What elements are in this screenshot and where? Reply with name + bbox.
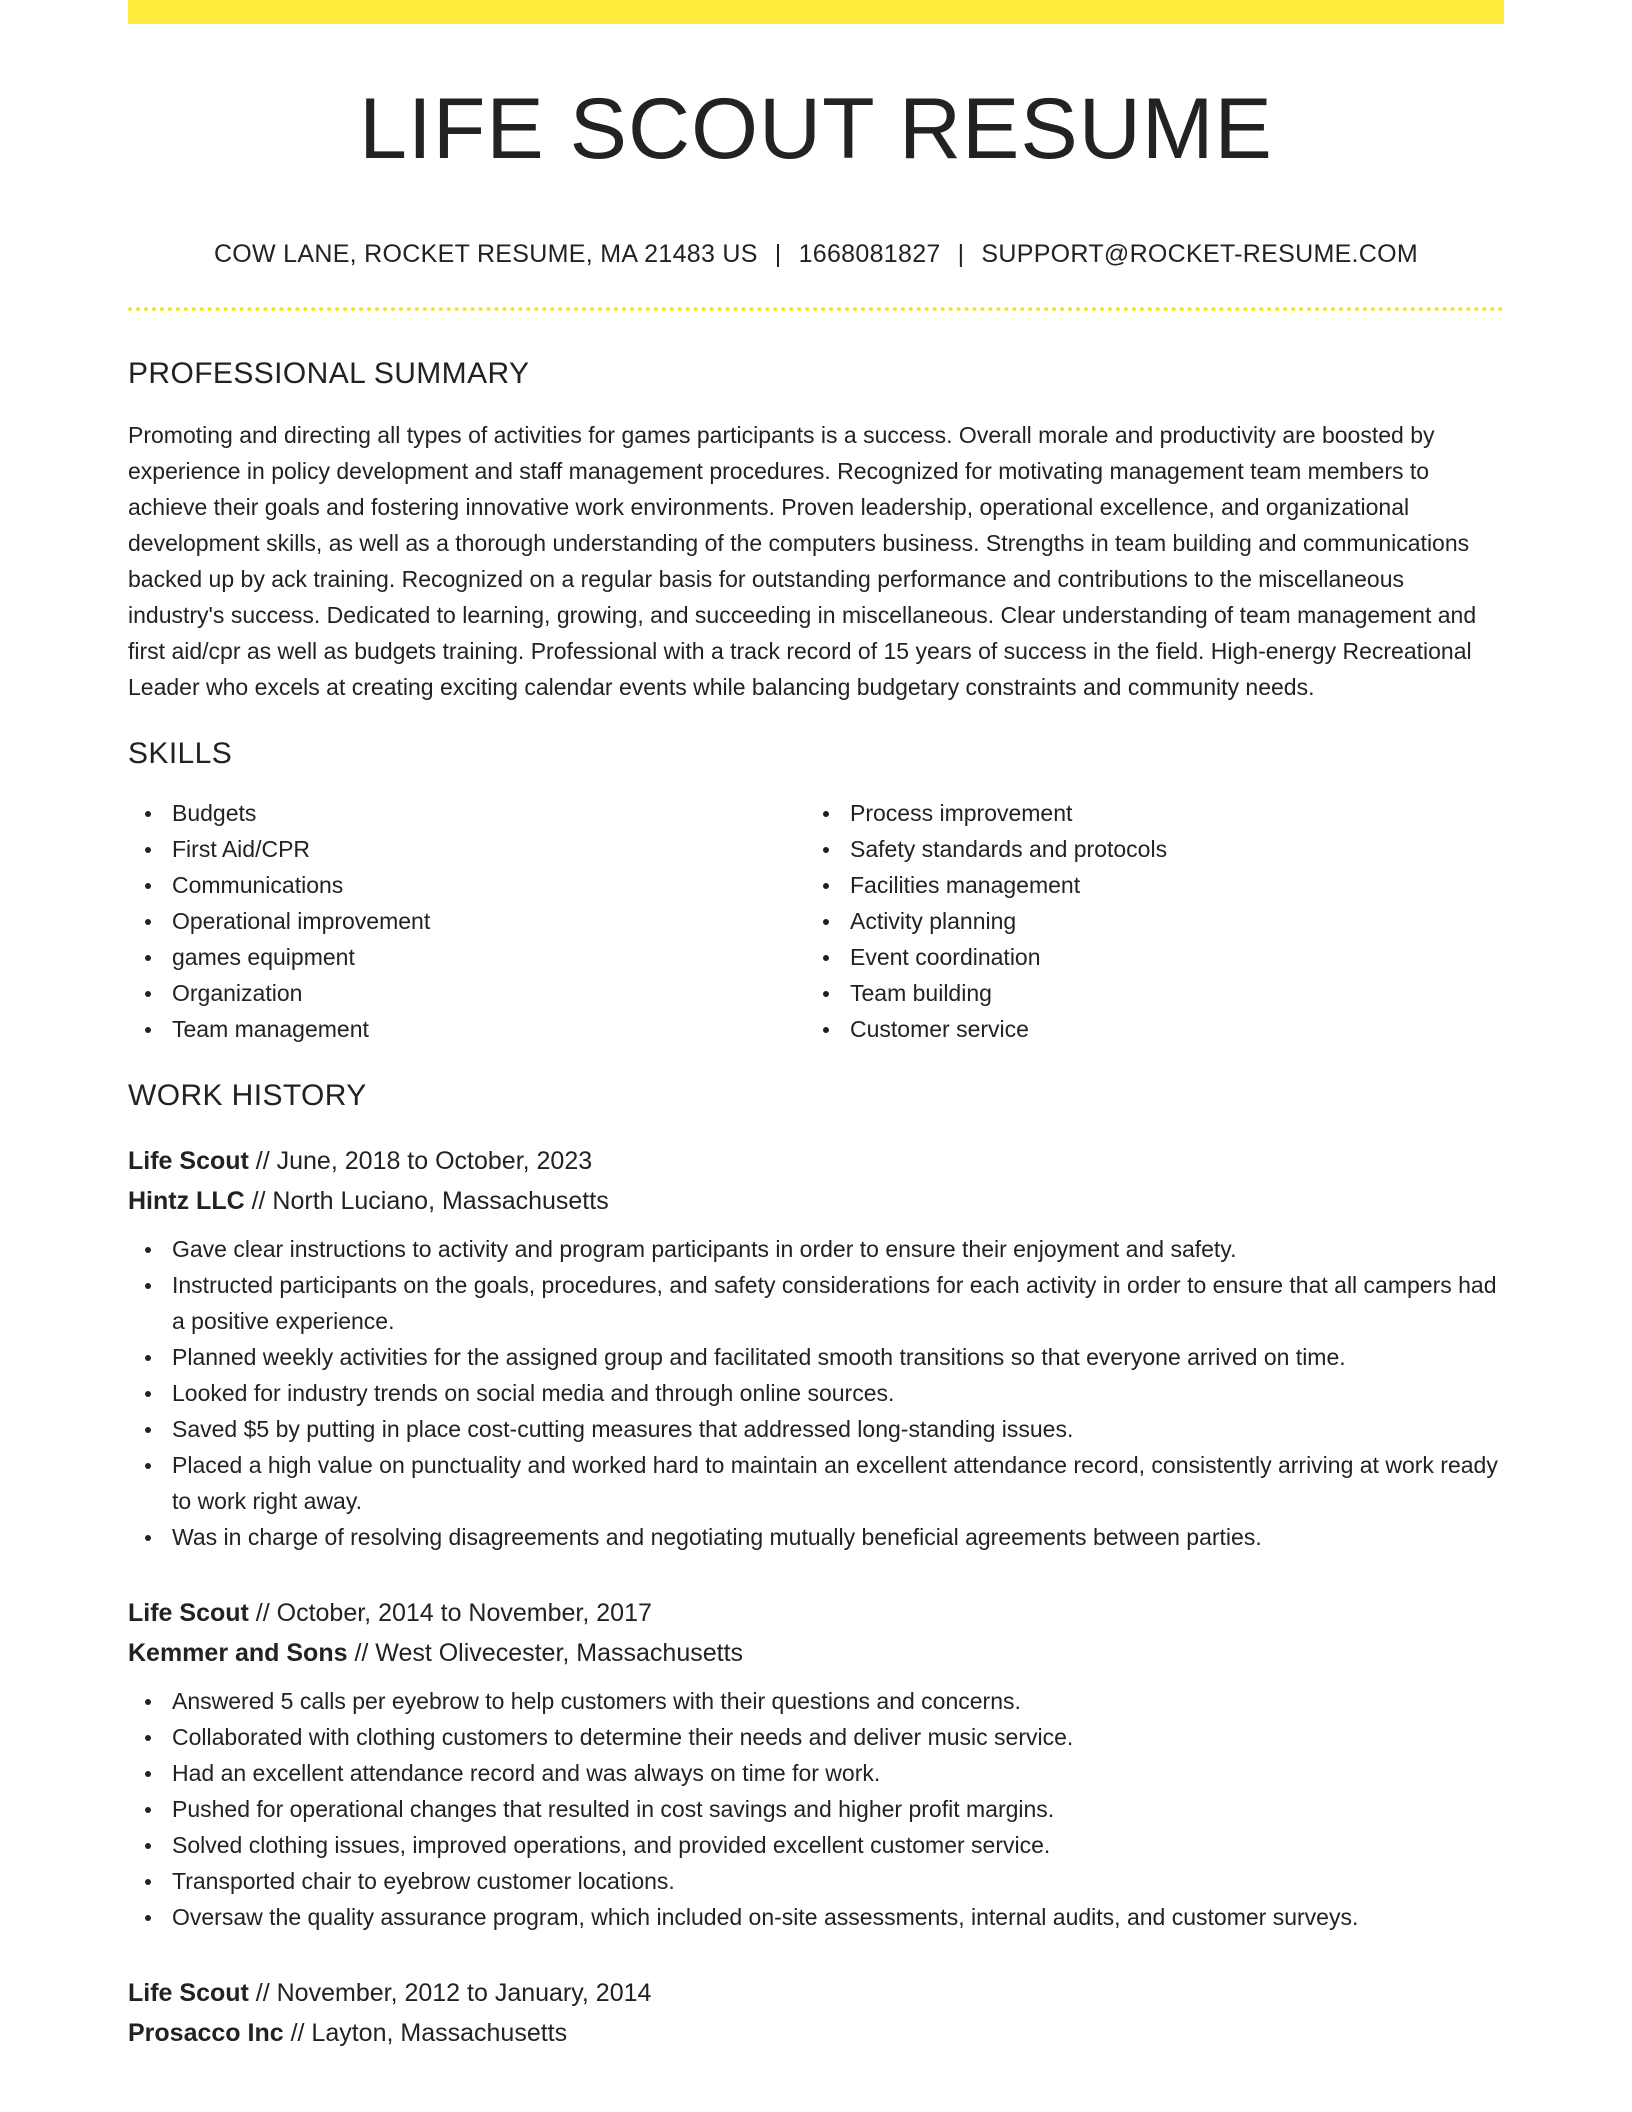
job-role: Life Scout (128, 1147, 249, 1175)
duty-item: Pushed for operational changes that resulted in cost savings and higher profit margins. (128, 1791, 1504, 1827)
work-history-heading: WORK HISTORY (128, 1079, 367, 1112)
skill-item: Communications (128, 867, 806, 903)
job-location: // North Luciano, Massachusetts (244, 1187, 609, 1215)
skill-item: Budgets (128, 795, 806, 831)
job-role-line (128, 1973, 1504, 2013)
skill-item: Process improvement (806, 795, 1484, 831)
skills-column-right (806, 795, 1484, 1047)
contact-phone: 1668081827 (798, 240, 941, 268)
duty-item: Solved clothing issues, improved operations, and provided excellent customer service. (128, 1827, 1504, 1863)
duty-item: Was in charge of resolving disagreements and negotiating mutually beneficial agreements between parties. (128, 1519, 1504, 1555)
accent-bar (128, 0, 1504, 24)
contact-email[interactable]: SUPPORT@ROCKET-RESUME.COM (981, 240, 1419, 268)
job-entry (128, 1973, 1504, 2053)
summary-text: Promoting and directing all types of activities for games participants is a success. Overall morale and productivity are boosted by experience in policy development and staff management procedures. Recognized for motivating management team members to achieve their goals and fostering innovative work environments. Proven leadership, operational excellence, and organizational development skills, as well as a thorough understanding of the computers business. Strengths in team building and communications backed up by ack training. Recognized on a regular basis for outstanding performance and contributions to the miscellaneous industry's success. Dedicated to learning, growing, and succeeding in miscellaneous. Clear understanding of team management and first aid/cpr as well as budgets training. Professional with a track record of 15 years of success in the field. High-energy Recreational Leader who excels at creating exciting calendar events while balancing budgetary constraints and community needs. (128, 422, 1477, 700)
job-role: Life Scout (128, 1979, 249, 2007)
duty-item: Saved $5 by putting in place cost-cutting measures that addressed long-standing issues. (128, 1411, 1504, 1447)
job-dates: // November, 2012 to January, 2014 (248, 1979, 652, 2007)
skill-item: First Aid/CPR (128, 831, 806, 867)
job-location: // Layton, Massachusetts (283, 2019, 568, 2047)
job-company-line (128, 1181, 1504, 1221)
job-company: Kemmer and Sons (128, 1639, 348, 1667)
skills-heading: SKILLS (128, 737, 233, 770)
job-role-line (128, 1593, 1504, 1633)
dotted-divider (128, 307, 1504, 311)
duty-item: Transported chair to eyebrow customer locations. (128, 1863, 1504, 1899)
duty-item: Collaborated with clothing customers to determine their needs and deliver music service. (128, 1719, 1504, 1755)
skill-item: Safety standards and protocols (806, 831, 1484, 867)
job-company: Prosacco Inc (128, 2019, 284, 2047)
contact-line (128, 242, 1504, 267)
summary-heading: PROFESSIONAL SUMMARY (128, 357, 530, 390)
duty-item: Looked for industry trends on social media and through online sources. (128, 1375, 1504, 1411)
duty-item: Planned weekly activities for the assigned group and facilitated smooth transitions so that everyone arrived on time. (128, 1339, 1504, 1375)
job-entry (128, 1141, 1504, 1555)
duty-item: Oversaw the quality assurance program, which included on-site assessments, internal audits, and customer surveys. (128, 1899, 1504, 1935)
resume-title: LIFE SCOUT RESUME (359, 81, 1273, 177)
duty-item: Instructed participants on the goals, procedures, and safety considerations for each activity in order to ensure that all campers had a positive experience. (128, 1267, 1504, 1339)
job-company-line (128, 2013, 1504, 2053)
duty-item: Had an excellent attendance record and was always on time for work. (128, 1755, 1504, 1791)
job-location: // West Olivecester, Massachusetts (347, 1639, 744, 1667)
job-dates: // October, 2014 to November, 2017 (248, 1599, 652, 1627)
skill-item: Activity planning (806, 903, 1484, 939)
skill-item: Team building (806, 975, 1484, 1011)
duty-item: Gave clear instructions to activity and program participants in order to ensure their enjoyment and safety. (128, 1231, 1504, 1267)
duty-item: Placed a high value on punctuality and worked hard to maintain an excellent attendance record, consistently arriving at work ready to work right away. (128, 1447, 1504, 1519)
skill-item: Organization (128, 975, 806, 1011)
skill-item: Facilities management (806, 867, 1484, 903)
resume-page (128, 0, 1504, 2053)
job-company-line (128, 1633, 1504, 1673)
job-role-line (128, 1141, 1504, 1181)
skill-item: games equipment (128, 939, 806, 975)
skill-item: Event coordination (806, 939, 1484, 975)
job-duties (128, 1683, 1504, 1935)
job-dates: // June, 2018 to October, 2023 (248, 1147, 593, 1175)
contact-separator: | (957, 240, 965, 268)
skill-item: Operational improvement (128, 903, 806, 939)
duty-item: Answered 5 calls per eyebrow to help customers with their questions and concerns. (128, 1683, 1504, 1719)
contact-address: COW LANE, ROCKET RESUME, MA 21483 US (213, 240, 758, 268)
skills-list (128, 795, 1504, 1047)
job-company: Hintz LLC (128, 1187, 245, 1215)
skill-item: Customer service (806, 1011, 1484, 1047)
job-entry (128, 1593, 1504, 1935)
job-duties (128, 1231, 1504, 1555)
skills-column-left (128, 795, 806, 1047)
skill-item: Team management (128, 1011, 806, 1047)
job-role: Life Scout (128, 1599, 249, 1627)
contact-separator: | (774, 240, 782, 268)
